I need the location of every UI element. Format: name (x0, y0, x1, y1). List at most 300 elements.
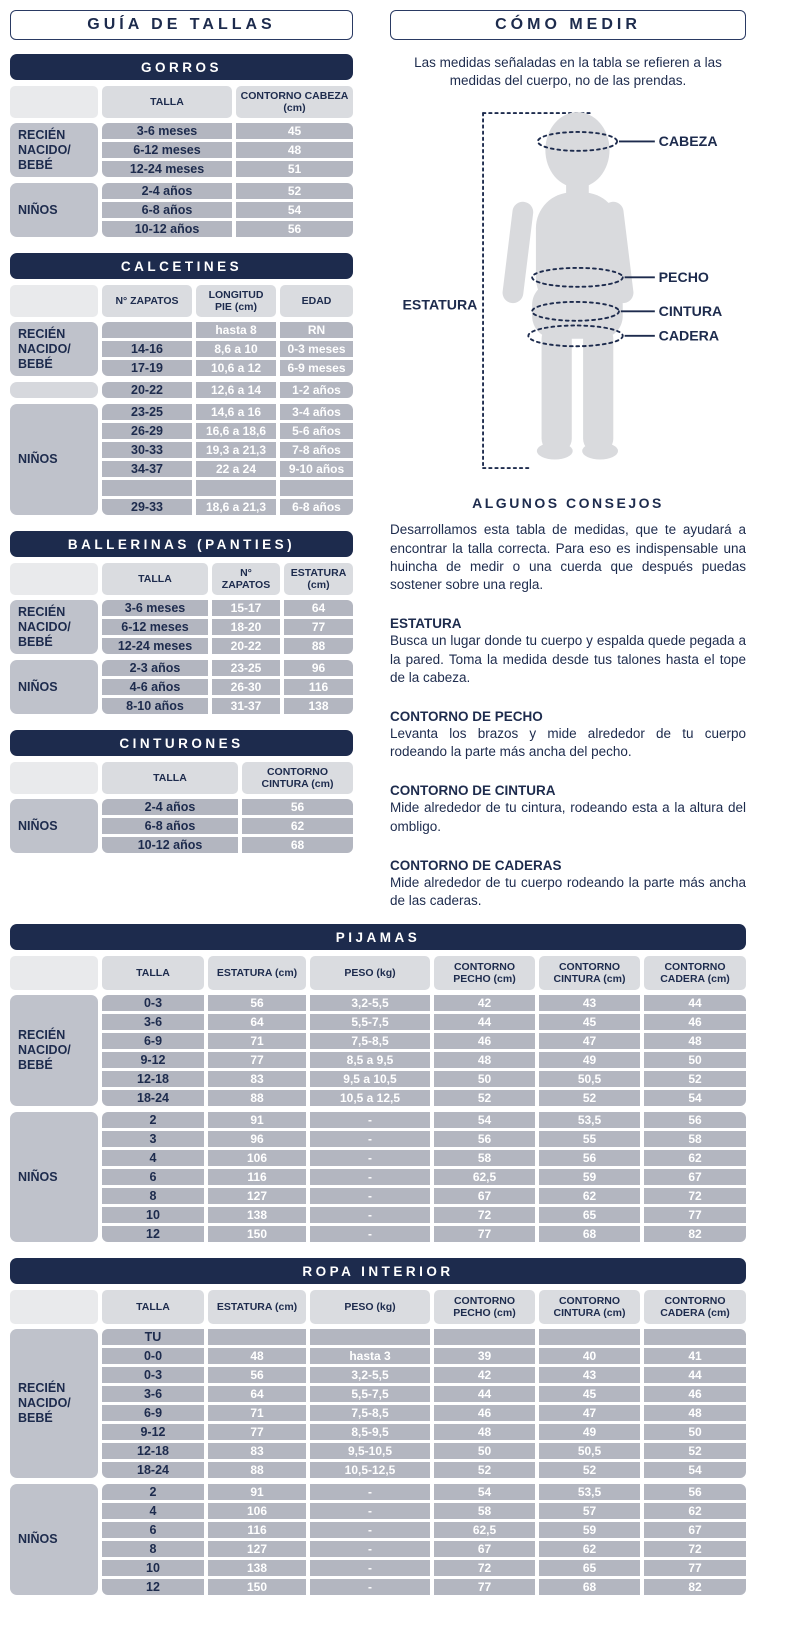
section-text: Busca un lugar donde tu cuerpo y espalda quede pegada a la pared. Toma la medida desde tus talones hasta el tope de la cabeza. (390, 633, 746, 685)
top-columns (10, 10, 746, 910)
table-cell: 42 (434, 995, 535, 1011)
table-cell: 44 (644, 1367, 746, 1383)
table-cell: 47 (539, 1033, 640, 1049)
table-cell: - (310, 1226, 430, 1242)
table-cell: 29-33 (102, 499, 192, 515)
table-cell: 6-12 meses (102, 142, 232, 158)
table-cell: 116 (284, 679, 353, 695)
table-header-row (10, 762, 353, 794)
table-cell: 52 (644, 1071, 746, 1087)
table-cell: 22 a 24 (196, 461, 276, 477)
row-group (10, 404, 353, 515)
table-cell: 0-0 (102, 1348, 204, 1364)
table-title: ROPA INTERIOR (10, 1258, 746, 1284)
table-cell: 88 (208, 1462, 306, 1478)
table-cell: - (310, 1484, 430, 1500)
column-header: TALLA (102, 86, 232, 118)
table-cell: 55 (539, 1131, 640, 1147)
tips-text: Desarrollamos esta tabla de medidas, que te ayudará a encontrar la talla correcta. Para eso es indispensable una huincha de medir o una cuerda que después puedas sostener sobre una regla. (390, 522, 746, 593)
table-cell: 72 (434, 1207, 535, 1223)
table-gorros (10, 54, 353, 237)
table-cell: 47 (539, 1405, 640, 1421)
table-cell: 3,2-5,5 (310, 1367, 430, 1383)
row-group (10, 995, 746, 1106)
row-group-data (102, 322, 353, 376)
column-header: N° ZAPATOS (212, 563, 280, 595)
column-header: LONGITUD PIE (cm) (196, 285, 276, 317)
column-header: TALLA (102, 563, 208, 595)
table-cell: 40 (539, 1348, 640, 1364)
column-header: CONTORNO CINTURA (cm) (539, 1290, 640, 1324)
table-cell (644, 1329, 746, 1345)
table-cell: 2 (102, 1484, 204, 1500)
table-cell (434, 1329, 535, 1345)
table-calcetines (10, 253, 353, 515)
row-group-data (102, 600, 353, 654)
table-cell: 9-10 años (280, 461, 353, 477)
table-cell: 56 (434, 1131, 535, 1147)
how-to-measure-column (390, 10, 746, 910)
table-cell: 5,5-7,5 (310, 1386, 430, 1402)
table-cell: 91 (208, 1112, 306, 1128)
tips-title: ALGUNOS CONSEJOS (472, 495, 664, 512)
table-cell: 83 (208, 1443, 306, 1459)
table-cell: 12-24 meses (102, 638, 208, 654)
table-cell: 7,5-8,5 (310, 1033, 430, 1049)
table-cell: 68 (539, 1226, 640, 1242)
table-cell (539, 1329, 640, 1345)
table-cell: 48 (434, 1052, 535, 1068)
row-group-label: RECIÉN NACIDO/ BEBÉ (10, 322, 98, 376)
column-header: TALLA (102, 956, 204, 990)
body-measure-diagram (390, 98, 746, 485)
table-cell: 12-18 (102, 1071, 204, 1087)
table-cell: 20-22 (212, 638, 280, 654)
table-cell: 138 (208, 1560, 306, 1576)
table-cell: 0-3 meses (280, 341, 353, 357)
table-cell: 62 (644, 1503, 746, 1519)
table-cell: 6 (102, 1522, 204, 1538)
table-cell: 65 (539, 1207, 640, 1223)
section-heading: CONTORNO DE CADERAS (390, 857, 562, 873)
table-cell: 7,5-8,5 (310, 1405, 430, 1421)
table-cell: 18-20 (212, 619, 280, 635)
table-header-row (10, 563, 353, 595)
table-cell: 3-6 meses (102, 123, 232, 139)
row-group (10, 660, 353, 714)
table-cell: 12-18 (102, 1443, 204, 1459)
table-cell: 8,6 a 10 (196, 341, 276, 357)
table-cell: - (310, 1560, 430, 1576)
table-cell: 48 (644, 1033, 746, 1049)
row-group-label: RECIÉN NACIDO/ BEBÉ (10, 123, 98, 177)
table-cell: 49 (539, 1052, 640, 1068)
table-cell: 3-4 años (280, 404, 353, 420)
table-cell: 72 (434, 1560, 535, 1576)
table-cell: 67 (434, 1541, 535, 1557)
corner-cell (10, 563, 98, 595)
table-cell: 48 (208, 1348, 306, 1364)
size-tables-column (10, 10, 353, 910)
pecho-label: PECHO (658, 269, 709, 286)
section-contorno-pecho (390, 709, 746, 761)
row-group (10, 1112, 746, 1242)
table-cell: 68 (539, 1579, 640, 1595)
table-cell (280, 480, 353, 496)
row-group (10, 600, 353, 654)
table-cell: 50,5 (539, 1071, 640, 1087)
table-cell: 6-9 meses (280, 360, 353, 376)
table-cell: 6-12 meses (102, 619, 208, 635)
row-group-label: RECIÉN NACIDO/ BEBÉ (10, 600, 98, 654)
table-body (10, 123, 353, 237)
page-title (10, 10, 353, 40)
row-group-data (102, 1484, 746, 1595)
table-cell: 54 (236, 202, 353, 218)
table-cell: 44 (644, 995, 746, 1011)
table-cell: 5,5-7,5 (310, 1014, 430, 1030)
table-body (10, 600, 353, 714)
table-cell: 9,5 a 10,5 (310, 1071, 430, 1087)
row-group-data (102, 382, 353, 398)
table-cell: - (310, 1579, 430, 1595)
table-cell: 5-6 años (280, 423, 353, 439)
table-cell: TU (102, 1329, 204, 1345)
table-cell: 62 (539, 1541, 640, 1557)
column-header: TALLA (102, 1290, 204, 1324)
section-heading: CONTORNO DE PECHO (390, 708, 543, 724)
table-cell: 72 (644, 1541, 746, 1557)
table-cell: 77 (644, 1207, 746, 1223)
table-cell: 9-12 (102, 1052, 204, 1068)
column-header: CONTORNO CINTURA (cm) (242, 762, 353, 794)
table-title: CALCETINES (10, 253, 353, 279)
table-cell: 3-6 meses (102, 600, 208, 616)
table-cell: 67 (644, 1169, 746, 1185)
section-contorno-caderas (390, 858, 746, 910)
table-cell: 51 (236, 161, 353, 177)
column-header: CONTORNO CINTURA (cm) (539, 956, 640, 990)
row-group-data (102, 799, 353, 853)
table-cell (102, 322, 192, 338)
body-diagram-svg (398, 98, 738, 485)
table-cell: 45 (539, 1014, 640, 1030)
table-cell: 6-8 años (102, 818, 238, 834)
table-cell: 10,5-12,5 (310, 1462, 430, 1478)
table-cell: 54 (644, 1090, 746, 1106)
table-cell: 52 (539, 1090, 640, 1106)
table-title: CINTURONES (10, 730, 353, 756)
table-cell: 26-29 (102, 423, 192, 439)
table-cell: 50,5 (539, 1443, 640, 1459)
column-header: PESO (kg) (310, 956, 430, 990)
table-cell (208, 1329, 306, 1345)
table-cell: 91 (208, 1484, 306, 1500)
table-cell: - (310, 1503, 430, 1519)
table-cell: 72 (644, 1188, 746, 1204)
table-cell: 34-37 (102, 461, 192, 477)
table-cell: 44 (434, 1386, 535, 1402)
table-cell: 77 (208, 1052, 306, 1068)
column-header: N° ZAPATOS (102, 285, 192, 317)
table-cell: 150 (208, 1579, 306, 1595)
table-cell: 26-30 (212, 679, 280, 695)
table-cell: 12,6 a 14 (196, 382, 276, 398)
section-text: Mide alrededor de tu cintura, rodeando esta a la altura del ombligo. (390, 800, 746, 834)
table-body (10, 1329, 746, 1595)
table-cell: 10-12 años (102, 221, 232, 237)
section-contorno-cintura (390, 783, 746, 835)
table-cell: 18-24 (102, 1090, 204, 1106)
table-cell: 0-3 (102, 995, 204, 1011)
table-cell: 116 (208, 1522, 306, 1538)
table-cell: 54 (644, 1462, 746, 1478)
table-cell: 62 (539, 1188, 640, 1204)
table-cell: 138 (284, 698, 353, 714)
table-cell: 8-10 años (102, 698, 208, 714)
table-cell: - (310, 1188, 430, 1204)
estatura-label: ESTATURA (402, 296, 478, 313)
corner-cell (10, 956, 98, 990)
table-cell: - (310, 1150, 430, 1166)
table-cell: 6-8 años (280, 499, 353, 515)
table-cell: 12-24 meses (102, 161, 232, 177)
table-cell: 6 (102, 1169, 204, 1185)
table-cell: 56 (242, 799, 353, 815)
table-cell: 52 (539, 1462, 640, 1478)
row-group (10, 183, 353, 237)
table-cell: 56 (208, 1367, 306, 1383)
row-group-data (102, 995, 746, 1106)
corner-cell (10, 86, 98, 118)
row-group-data (102, 1329, 746, 1478)
table-cell: 58 (434, 1503, 535, 1519)
how-to-measure-title-text: CÓMO MEDIR (495, 16, 641, 33)
table-cell: 3-6 (102, 1014, 204, 1030)
row-group-label: NIÑOS (10, 404, 98, 515)
table-cell: 4 (102, 1150, 204, 1166)
table-cell: 50 (434, 1071, 535, 1087)
table-cinturones (10, 730, 353, 853)
table-cell: 2-3 años (102, 660, 208, 676)
row-group (10, 799, 353, 853)
section-text: Levanta los brazos y mide alrededor de tu cuerpo rodeando la parte más ancha del pecho. (390, 725, 746, 760)
table-cell: 56 (644, 1484, 746, 1500)
table-cell: 54 (434, 1112, 535, 1128)
column-header: CONTORNO PECHO (cm) (434, 1290, 535, 1324)
table-cell: 1-2 años (280, 382, 353, 398)
table-cell: 9-12 (102, 1424, 204, 1440)
table-title: PIJAMAS (10, 924, 746, 950)
table-cell: 46 (644, 1386, 746, 1402)
table-cell: 106 (208, 1150, 306, 1166)
table-cell: 56 (208, 995, 306, 1011)
table-cell: - (310, 1131, 430, 1147)
table-cell: - (310, 1169, 430, 1185)
table-cell: 3-6 (102, 1386, 204, 1402)
table-cell: 57 (539, 1503, 640, 1519)
row-group (10, 123, 353, 177)
table-cell: 23-25 (212, 660, 280, 676)
table-header-row (10, 86, 353, 118)
row-group-label: NIÑOS (10, 1112, 98, 1242)
table-cell: 68 (242, 837, 353, 853)
table-cell: - (310, 1112, 430, 1128)
table-cell: 8,5 a 9,5 (310, 1052, 430, 1068)
table-cell: 65 (539, 1560, 640, 1576)
table-cell: 56 (539, 1150, 640, 1166)
table-cell: 39 (434, 1348, 535, 1364)
table-cell: 48 (434, 1424, 535, 1440)
table-cell: 77 (644, 1560, 746, 1576)
table-cell: 82 (644, 1226, 746, 1242)
measure-intro-text: Las medidas señaladas en la tabla se refieren a las medidas del cuerpo, no de las prendas. (414, 55, 722, 89)
table-cell: 127 (208, 1188, 306, 1204)
table-cell: 18,6 a 21,3 (196, 499, 276, 515)
column-header: ESTATURA (cm) (284, 563, 353, 595)
table-cell: hasta 8 (196, 322, 276, 338)
table-cell: 12 (102, 1226, 204, 1242)
table-cell: 45 (539, 1386, 640, 1402)
row-group-label: NIÑOS (10, 799, 98, 853)
table-cell: 52 (644, 1443, 746, 1459)
row-group-data (102, 660, 353, 714)
table-cell: 52 (434, 1090, 535, 1106)
row-group-label: RECIÉN NACIDO/ BEBÉ (10, 995, 98, 1106)
table-cell: 19,3 a 21,3 (196, 442, 276, 458)
table-cell: 10,6 a 12 (196, 360, 276, 376)
table-cell: 50 (644, 1052, 746, 1068)
column-header: ESTATURA (cm) (208, 956, 306, 990)
table-title: BALLERINAS (PANTIES) (10, 531, 353, 557)
table-cell: 83 (208, 1071, 306, 1087)
table-cell: 82 (644, 1579, 746, 1595)
table-cell: 54 (434, 1484, 535, 1500)
table-cell: 6-8 años (102, 202, 232, 218)
table-cell: 17-19 (102, 360, 192, 376)
table-cell: 59 (539, 1522, 640, 1538)
table-ballerinas (10, 531, 353, 714)
table-cell (102, 480, 192, 496)
table-cell: RN (280, 322, 353, 338)
table-cell: 41 (644, 1348, 746, 1364)
table-body (10, 995, 746, 1242)
table-cell: - (310, 1207, 430, 1223)
table-cell: 46 (434, 1033, 535, 1049)
table-ropa-interior (10, 1258, 746, 1595)
table-cell: 62 (644, 1150, 746, 1166)
table-cell: 67 (644, 1522, 746, 1538)
table-cell: 2-4 años (102, 799, 238, 815)
table-cell: 64 (284, 600, 353, 616)
table-pijamas (10, 924, 746, 1242)
table-cell: 71 (208, 1033, 306, 1049)
row-group-data (102, 404, 353, 515)
row-group-data (102, 123, 353, 177)
table-cell: 4-6 años (102, 679, 208, 695)
table-cell: 10 (102, 1560, 204, 1576)
table-cell (196, 480, 276, 496)
corner-cell (10, 285, 98, 317)
table-cell: 10 (102, 1207, 204, 1223)
table-header-row (10, 1290, 746, 1324)
table-cell: 2-4 años (102, 183, 232, 199)
table-cell: 6-9 (102, 1405, 204, 1421)
table-cell: 53,5 (539, 1484, 640, 1500)
section-heading: CONTORNO DE CINTURA (390, 783, 556, 799)
table-cell: 14-16 (102, 341, 192, 357)
row-group (10, 382, 353, 398)
table-cell: 23-25 (102, 404, 192, 420)
section-text: Mide alrededor de tu cuerpo rodeando la parte más ancha de las caderas. (390, 874, 746, 909)
column-header: CONTORNO CADERA (cm) (644, 1290, 746, 1324)
column-header: CONTORNO PECHO (cm) (434, 956, 535, 990)
column-header: TALLA (102, 762, 238, 794)
table-cell: 8 (102, 1188, 204, 1204)
column-header: EDAD (280, 285, 353, 317)
table-cell: 18-24 (102, 1462, 204, 1478)
row-group (10, 322, 353, 376)
table-cell: 9,5-10,5 (310, 1443, 430, 1459)
table-cell: 43 (539, 1367, 640, 1383)
table-cell: 8 (102, 1541, 204, 1557)
table-cell: 106 (208, 1503, 306, 1519)
table-cell: 48 (644, 1405, 746, 1421)
table-cell: 49 (539, 1424, 640, 1440)
table-cell: 15-17 (212, 600, 280, 616)
table-title: GORROS (10, 54, 353, 80)
column-header: ESTATURA (cm) (208, 1290, 306, 1324)
table-cell: 43 (539, 995, 640, 1011)
table-cell: 96 (208, 1131, 306, 1147)
table-cell: 77 (284, 619, 353, 635)
table-cell: 59 (539, 1169, 640, 1185)
table-cell: 50 (434, 1443, 535, 1459)
cadera-label: CADERA (658, 328, 720, 345)
table-body (10, 799, 353, 853)
table-cell: 14,6 a 16 (196, 404, 276, 420)
table-cell: 77 (434, 1579, 535, 1595)
table-cell: 30-33 (102, 442, 192, 458)
page-title-text: GUÍA DE TALLAS (87, 16, 276, 33)
table-cell: 52 (236, 183, 353, 199)
table-cell: 77 (208, 1424, 306, 1440)
column-header: CONTORNO CADERA (cm) (644, 956, 746, 990)
table-cell: 150 (208, 1226, 306, 1242)
how-to-measure-title (390, 10, 746, 40)
table-cell: 3 (102, 1131, 204, 1147)
table-cell: 42 (434, 1367, 535, 1383)
corner-cell (10, 762, 98, 794)
table-cell: 10,5 a 12,5 (310, 1090, 430, 1106)
table-cell: 116 (208, 1169, 306, 1185)
table-cell: 64 (208, 1386, 306, 1402)
table-cell: 3,2-5,5 (310, 995, 430, 1011)
table-cell: 44 (434, 1014, 535, 1030)
table-cell: 7-8 años (280, 442, 353, 458)
table-cell: 10-12 años (102, 837, 238, 853)
row-group-label: RECIÉN NACIDO/ BEBÉ (10, 1329, 98, 1478)
table-cell: 77 (434, 1226, 535, 1242)
table-cell: 20-22 (102, 382, 192, 398)
table-cell: 56 (236, 221, 353, 237)
column-header: PESO (kg) (310, 1290, 430, 1324)
body-silhouette (501, 113, 634, 460)
table-cell: 50 (644, 1424, 746, 1440)
table-cell: 0-3 (102, 1367, 204, 1383)
table-cell: 12 (102, 1579, 204, 1595)
table-cell (310, 1329, 430, 1345)
